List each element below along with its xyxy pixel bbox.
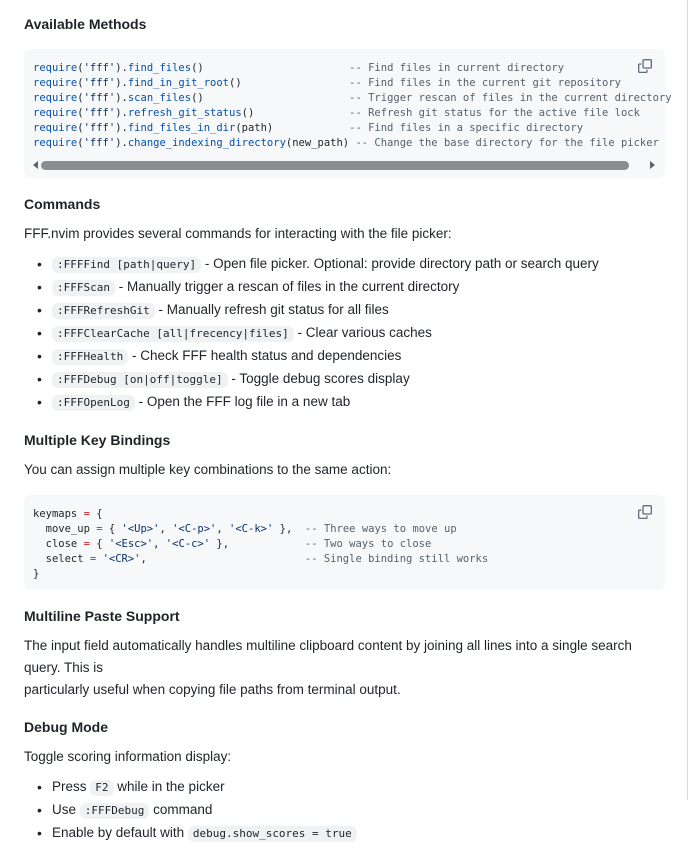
copy-icon[interactable] xyxy=(638,504,654,520)
list-text: while in the picker xyxy=(113,779,225,794)
code-line: select = '<CR>', -- Single binding still works xyxy=(33,553,489,565)
list-text: - Toggle debug scores display xyxy=(227,371,410,386)
inline-code: :FFFOpenLog xyxy=(52,395,135,411)
inline-code: :FFFClearCache [all|frecency|files] xyxy=(52,326,294,342)
section-multiple-key-bindings xyxy=(24,430,665,590)
copy-icon[interactable] xyxy=(638,58,654,74)
list-text: - Clear various caches xyxy=(293,325,432,340)
inline-code: :FFFHealth xyxy=(52,349,128,365)
debug-mode-intro: Toggle scoring information display: xyxy=(24,749,232,764)
list-item xyxy=(24,776,665,799)
keybindings-intro: You can assign multiple key combinations to the same action: xyxy=(24,462,392,477)
list-text: Use xyxy=(52,802,80,817)
code-block-keymaps xyxy=(24,495,665,590)
section-heading-multiline-paste: Multiline Paste Support xyxy=(24,608,180,624)
list-text: Enable by default with xyxy=(52,825,188,840)
section-commands xyxy=(24,194,665,414)
section-heading-debug-mode: Debug Mode xyxy=(24,719,108,735)
scrollbar-track[interactable] xyxy=(41,161,647,170)
code-line: move_up = { '<Up>', '<C-p>', '<C-k>' }, -- Three ways to move up xyxy=(33,523,457,535)
code-line: close = { '<Esc>', '<C-c>' }, -- Two ways to close xyxy=(33,538,432,550)
inline-code: :FFFRefreshGit xyxy=(52,303,155,319)
section-multiline-paste xyxy=(24,606,665,701)
list-text: Press xyxy=(52,779,91,794)
code-line: require('fff').find_files_in_dir(path) -- Find files in a specific directory xyxy=(33,122,584,134)
list-item xyxy=(24,391,665,414)
inline-code: :FFFDebug xyxy=(80,803,150,819)
code-line: } xyxy=(33,568,40,580)
list-item xyxy=(24,299,665,322)
body-line: particularly useful when copying file paths from terminal output. xyxy=(24,682,401,697)
section-debug-mode xyxy=(24,717,665,845)
readme-content xyxy=(24,0,672,857)
code-line: keymaps = { xyxy=(33,508,103,520)
inline-code: :FFFFind [path|query] xyxy=(52,257,201,273)
code-line: require('fff').refresh_git_status() -- Refresh git status for the active file lock xyxy=(33,107,640,119)
section-heading-available-methods: Available Methods xyxy=(24,16,147,32)
code-line: require('fff').change_indexing_directory(new_path) -- Change the base directory for the file picker xyxy=(33,137,659,149)
section-heading-key-bindings: Multiple Key Bindings xyxy=(24,432,171,448)
code-line: require('fff').find_in_git_root() -- Find files in the current git repository xyxy=(33,77,621,89)
inline-code: debug.show_scores = true xyxy=(188,826,357,842)
scroll-left-arrow-icon[interactable] xyxy=(33,161,38,169)
inline-code: :FFFDebug [on|off|toggle] xyxy=(52,372,228,388)
list-item xyxy=(24,799,665,822)
code-line: require('fff').scan_files() -- Trigger rescan of files in the current directory xyxy=(33,92,672,104)
inline-code: :FFFScan xyxy=(52,280,115,296)
list-item xyxy=(24,322,665,345)
list-item xyxy=(24,276,665,299)
commands-list xyxy=(24,253,665,414)
list-text: - Check FFF health status and dependencies xyxy=(128,348,402,363)
list-text: command xyxy=(149,802,213,817)
page-right-edge-line xyxy=(687,0,688,800)
scroll-right-arrow-icon[interactable] xyxy=(650,161,655,169)
section-heading-commands: Commands xyxy=(24,196,101,212)
commands-intro: FFF.nvim provides several commands for interacting with the file picker: xyxy=(24,226,452,241)
list-text: - Open file picker. Optional: provide directory path or search query xyxy=(201,256,599,271)
section-available-methods xyxy=(24,14,672,178)
code-line: require('fff').find_files() -- Find files in current directory xyxy=(33,62,565,74)
list-text: - Open the FFF log file in a new tab xyxy=(134,394,351,409)
list-item xyxy=(24,253,665,276)
list-text: - Manually trigger a rescan of files in the current directory xyxy=(114,279,460,294)
scrollbar-thumb[interactable] xyxy=(41,161,629,170)
horizontal-scrollbar[interactable] xyxy=(33,160,655,170)
debug-mode-list xyxy=(24,776,665,845)
list-item xyxy=(24,368,665,391)
list-item xyxy=(24,822,665,845)
multiline-paste-body xyxy=(24,635,665,701)
list-item xyxy=(24,345,665,368)
list-text: - Manually refresh git status for all files xyxy=(154,302,389,317)
body-line: The input field automatically handles multiline clipboard content by joining all lines into a single search query. This is xyxy=(24,638,632,675)
code-content xyxy=(33,61,672,151)
inline-code: F2 xyxy=(90,780,113,796)
code-content xyxy=(33,507,655,582)
code-block-methods xyxy=(24,49,672,178)
